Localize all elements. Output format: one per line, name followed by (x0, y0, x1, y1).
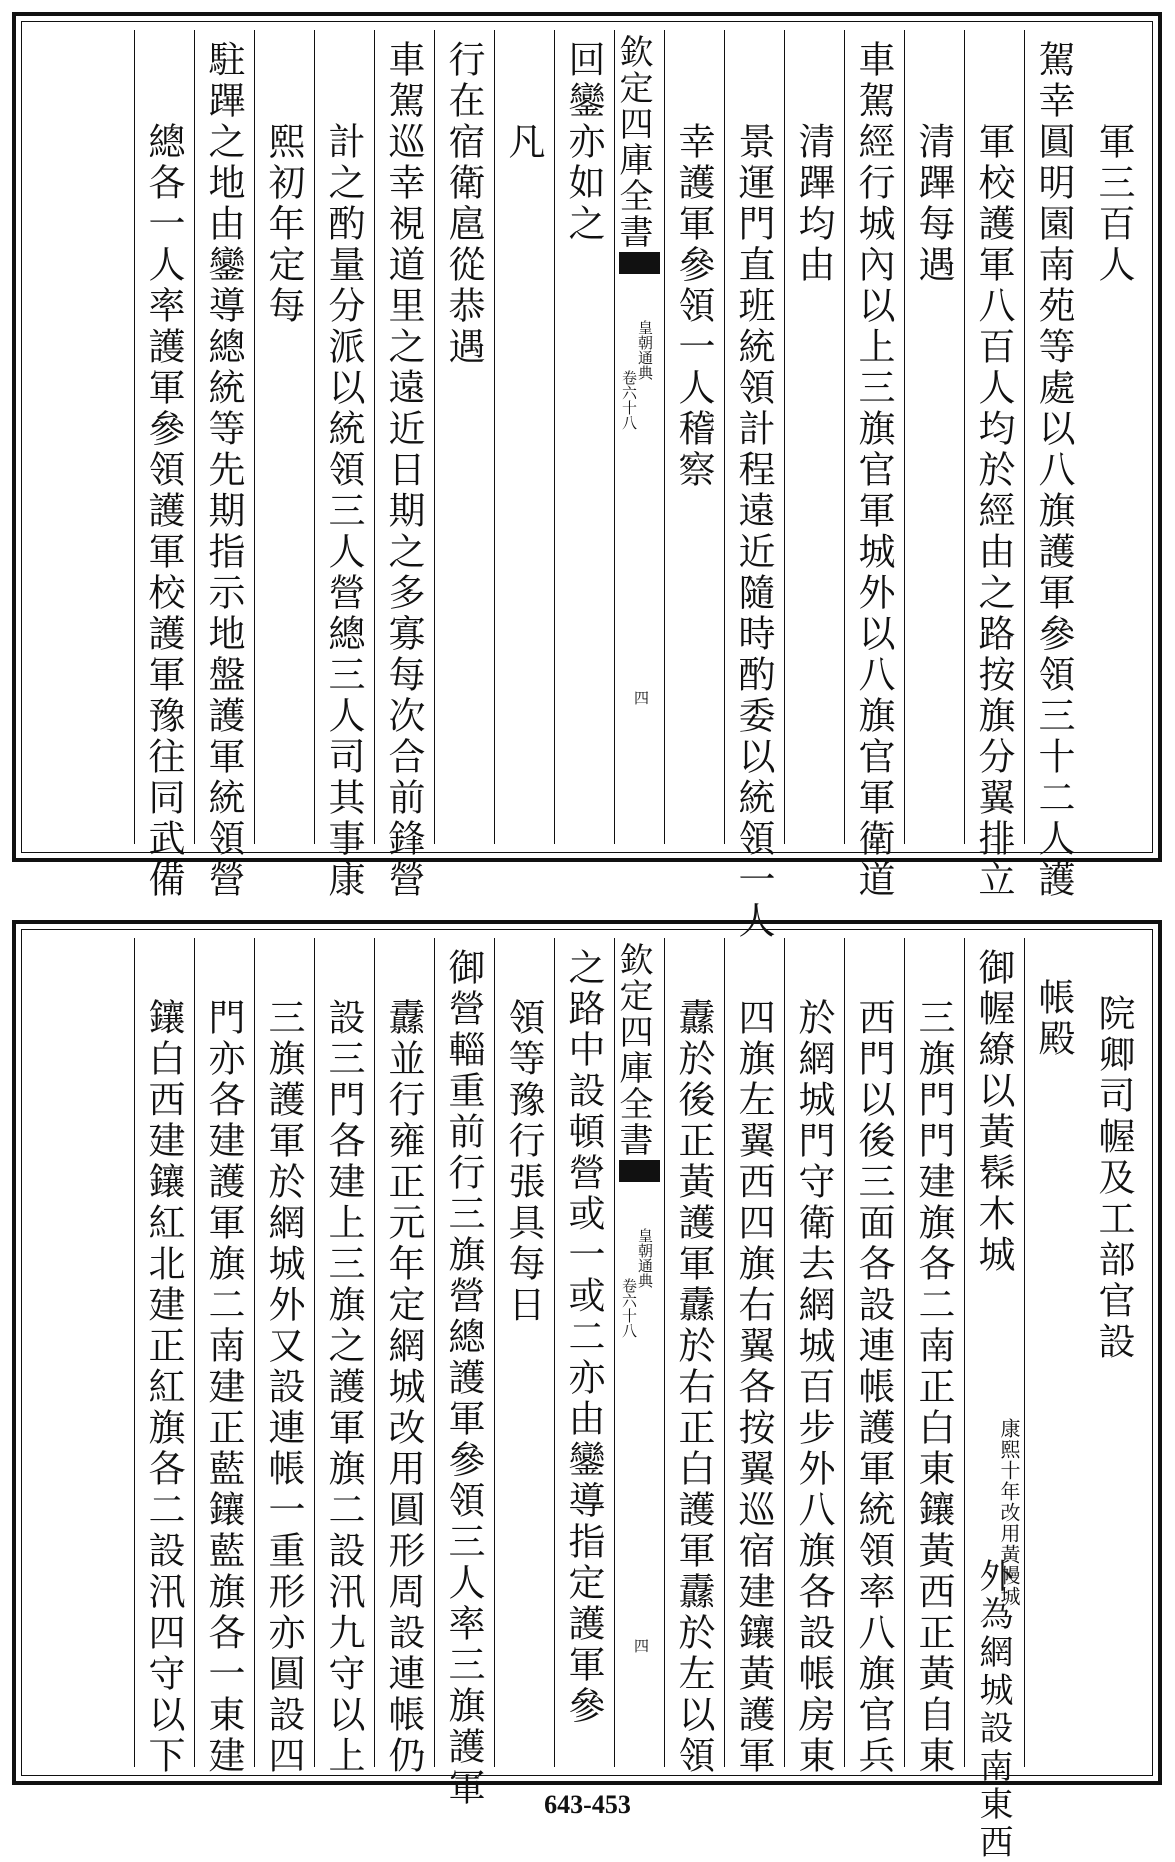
text-column: 設三門各建上三旗之護軍旗二設汛九守以上 (314, 938, 374, 1767)
text-column: 幸護軍參領一人稽察 (664, 30, 724, 844)
fishtail-mark (619, 252, 660, 274)
inline-note: 康熙十年改用黃幔城 (997, 1418, 1021, 1607)
text-column: 纛並行雍正元年定網城改用圓形周設連帳仍 (374, 938, 434, 1767)
leaf-number: 四 (632, 1638, 650, 1653)
book-title: 欽定四庫全書 (613, 942, 653, 1158)
text-column: 回鑾亦如之 (554, 30, 614, 844)
note-continuation: 外為網城設南東西 (973, 1558, 1013, 1862)
text-column: 門亦各建護軍旗二南建正藍鑲藍旗各一東建 (194, 938, 254, 1767)
text-column: 御營輜重前行三旗營總護軍參領三人率三旗護軍 (434, 938, 494, 1767)
text-column: 軍三百人 (1092, 122, 1135, 286)
book-title: 欽定四庫全書 (613, 34, 653, 250)
text-column: 之路中設頓營或一或二亦由鑾導指定護軍參 (554, 938, 614, 1767)
text-column: 鑲白西建鑲紅北建正紅旗各二設汛四守以下 (134, 938, 194, 1767)
spine-volume: 卷六十八 (620, 1278, 638, 1338)
text-column: 行在宿衛扈從恭遇 (434, 30, 494, 844)
spine-subtitle: 皇朝通典 (636, 320, 654, 380)
text-column: 三旗護軍於網城外又設連帳一重形亦圓設四 (254, 938, 314, 1767)
text-column: 駐蹕之地由鑾導總統等先期指示地盤護軍統領營 (194, 30, 254, 844)
center-spine (614, 30, 664, 844)
text-column: 於網城門守衛去網城百步外八旗各設帳房東 (784, 938, 844, 1767)
spine-subtitle: 皇朝通典 (636, 1228, 654, 1288)
text-column: 西門以後三面各設連帳護軍統領率八旗官兵 (844, 938, 904, 1767)
leaf-number: 四 (632, 690, 650, 705)
top-page (12, 12, 1162, 942)
text-column: 計之酌量分派以統領三人營總三人司其事康 (314, 30, 374, 844)
text-column: 領等豫行張具每日 (494, 938, 554, 1767)
text-column: 四旗左翼西四旗右翼各按翼巡宿建鑲黃護軍 (724, 938, 784, 1767)
spine-volume: 卷六十八 (620, 370, 638, 430)
text-column: 駕幸圓明園南苑等處以八旗護軍參領三十二人護 (1024, 30, 1084, 844)
text-column: 車駕巡幸視道里之遠近日期之多寡每次合前鋒營 (374, 30, 434, 844)
text-column: 御幄繚以黃髹木城 康熙十年改用黃幔城 外為網城設南東西 (964, 938, 1024, 1767)
text-column: 纛於後正黃護軍纛於右正白護軍纛於左以領 (664, 938, 724, 1767)
text-column: 景運門直班統領計程遠近隨時酌委以統領一人 (724, 30, 784, 844)
text-column: 車駕經行城內以上三旗官軍城外以八旗官軍衛道 (844, 30, 904, 844)
text-column: 三旗門門建旗各二南正白東鑲黃西正黃自東 (904, 938, 964, 1767)
page-reference: 643-453 (544, 1790, 631, 1819)
text-column: 清蹕均由 (784, 30, 844, 844)
text-column: 軍校護軍八百人均於經由之路按旗分翼排立 (964, 30, 1024, 844)
text-column: 清蹕每遇 (904, 30, 964, 844)
text-column: 總各一人率護軍參領護軍校護軍豫往同武備 (134, 30, 194, 844)
text-column: 凡 (494, 30, 554, 844)
center-spine (614, 938, 664, 1767)
text-column: 帳殿 (1024, 938, 1084, 1767)
text-column: 熙初年定每 (254, 30, 314, 844)
fishtail-mark (619, 1160, 660, 1182)
text-column: 院卿司幄及工部官設 (1092, 994, 1135, 1363)
